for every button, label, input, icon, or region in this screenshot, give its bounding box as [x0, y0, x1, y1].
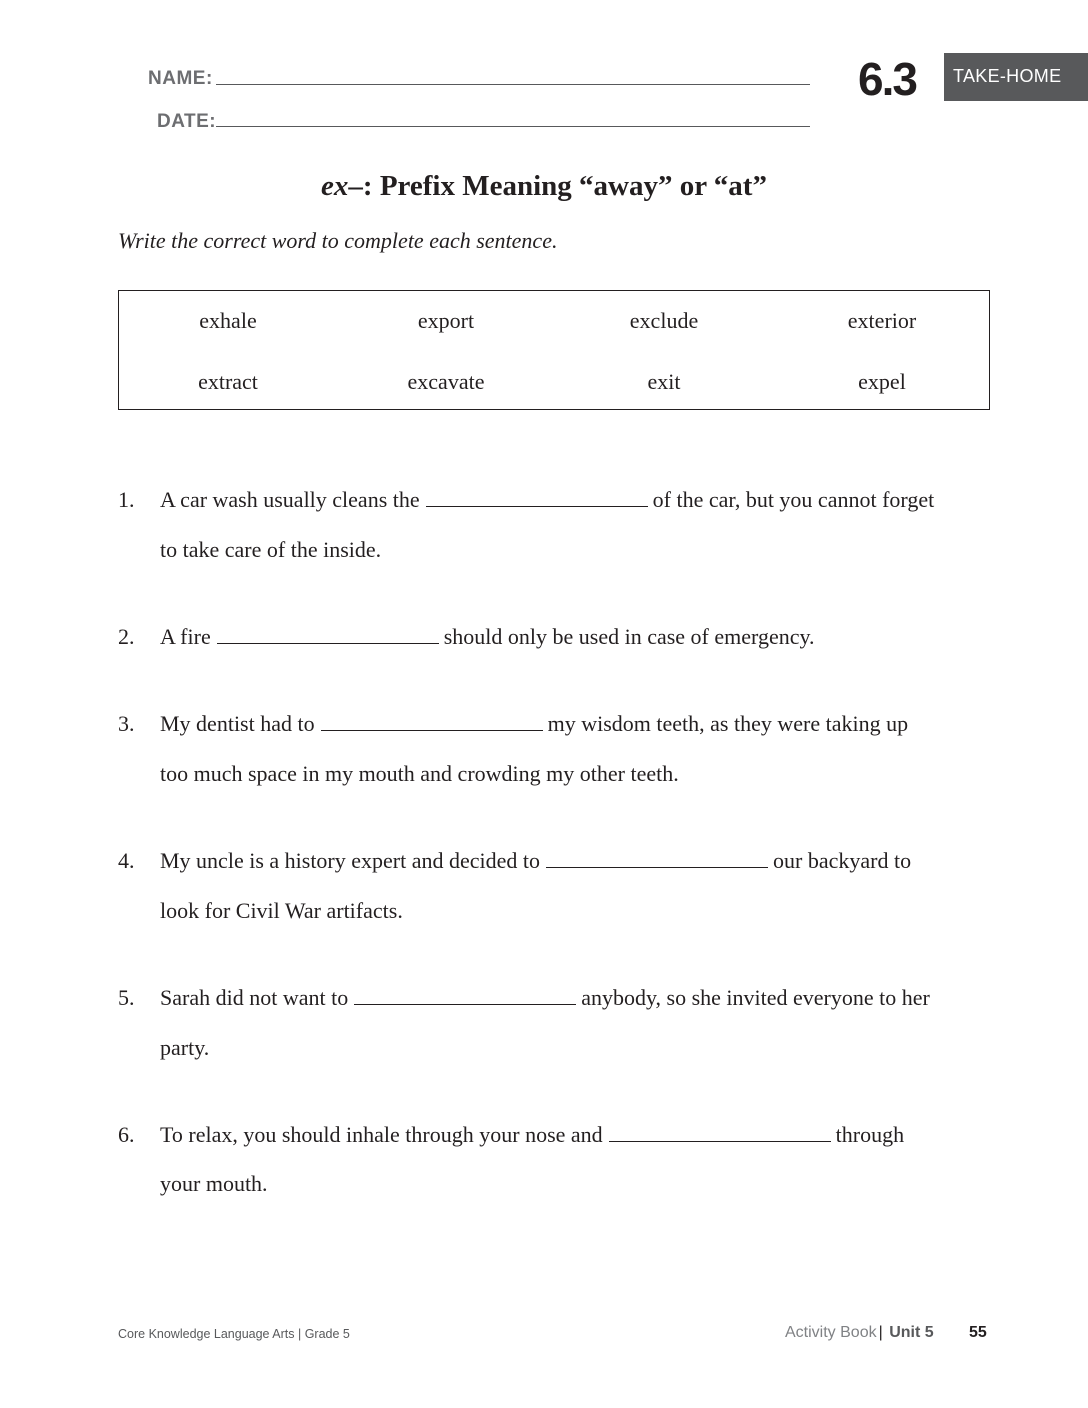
question-text: of the car, but you cannot forget — [652, 487, 935, 512]
question-3-line-1 — [160, 711, 908, 737]
question-text: my wisdom teeth, as they were taking up — [547, 711, 909, 736]
title-rest: –: Prefix Meaning “away” or “at” — [348, 170, 767, 202]
question-4-line-2: look for Civil War artifacts. — [160, 898, 403, 923]
answer-blank[interactable] — [217, 625, 439, 644]
take-home-label: TAKE-HOME — [953, 66, 1062, 86]
question-number: 2. — [118, 624, 135, 649]
question-text: anybody, so she invited everyone to her — [581, 985, 930, 1010]
question-text: should only be used in case of emergency. — [443, 624, 815, 649]
footer-separator: | — [878, 1324, 883, 1341]
word-bank-item: extract — [198, 369, 258, 394]
question-text: To relax, you should inhale through your nose and — [160, 1122, 603, 1147]
question-6-line-1 — [160, 1122, 904, 1148]
word-bank-item: expel — [858, 369, 906, 394]
answer-blank[interactable] — [321, 712, 543, 731]
answer-blank[interactable] — [426, 488, 648, 507]
footer-book: Activity Book — [785, 1324, 877, 1341]
footer-unit: Unit 5 — [889, 1324, 934, 1341]
footer-curriculum: Core Knowledge Language Arts | Grade 5 — [118, 1327, 350, 1341]
question-text: Sarah did not want to — [160, 985, 349, 1010]
question-number: 4. — [118, 848, 135, 873]
take-home-badge — [944, 53, 1088, 101]
word-bank — [118, 290, 990, 410]
lesson-number: 6.3 — [858, 53, 916, 105]
question-number: 3. — [118, 711, 135, 736]
page-title — [0, 170, 1088, 203]
question-2-line-1 — [160, 624, 815, 650]
answer-blank[interactable] — [354, 986, 576, 1005]
word-bank-item: exterior — [847, 308, 917, 333]
question-6-line-2: your mouth. — [160, 1171, 268, 1196]
answer-blank[interactable] — [609, 1123, 831, 1142]
question-number: 5. — [118, 985, 135, 1010]
question-text: A fire — [160, 624, 211, 649]
question-number: 6. — [118, 1122, 135, 1147]
question-text: My dentist had to — [160, 711, 315, 736]
question-4-line-1 — [160, 848, 911, 874]
question-5-line-1 — [160, 985, 930, 1011]
question-5-line-2: party. — [160, 1035, 210, 1060]
word-bank-item: excavate — [407, 369, 485, 394]
question-1-line-1 — [160, 487, 934, 513]
question-number: 1. — [118, 487, 135, 512]
word-bank-item: exclude — [629, 308, 699, 333]
word-bank-item: exit — [647, 369, 681, 394]
question-text: our backyard to — [773, 848, 912, 873]
question-1-line-2: to take care of the inside. — [160, 537, 382, 562]
title-prefix: ex — [321, 170, 349, 202]
page-number: 55 — [969, 1324, 987, 1341]
question-3-line-2: too much space in my mouth and crowding my other teeth. — [160, 761, 679, 786]
word-bank-item: exhale — [199, 308, 257, 333]
question-text: My uncle is a history expert and decided to — [160, 848, 541, 873]
instructions: Write the correct word to complete each sentence. — [118, 228, 558, 253]
date-line[interactable] — [216, 126, 810, 127]
name-label: NAME: — [148, 68, 213, 89]
name-line[interactable] — [216, 84, 810, 85]
date-label: DATE: — [157, 111, 217, 132]
word-bank-item: export — [417, 308, 475, 333]
answer-blank[interactable] — [546, 849, 768, 868]
question-text: A car wash usually cleans the — [160, 487, 420, 512]
footer-book-unit — [785, 1324, 934, 1342]
question-text: through — [835, 1122, 905, 1147]
